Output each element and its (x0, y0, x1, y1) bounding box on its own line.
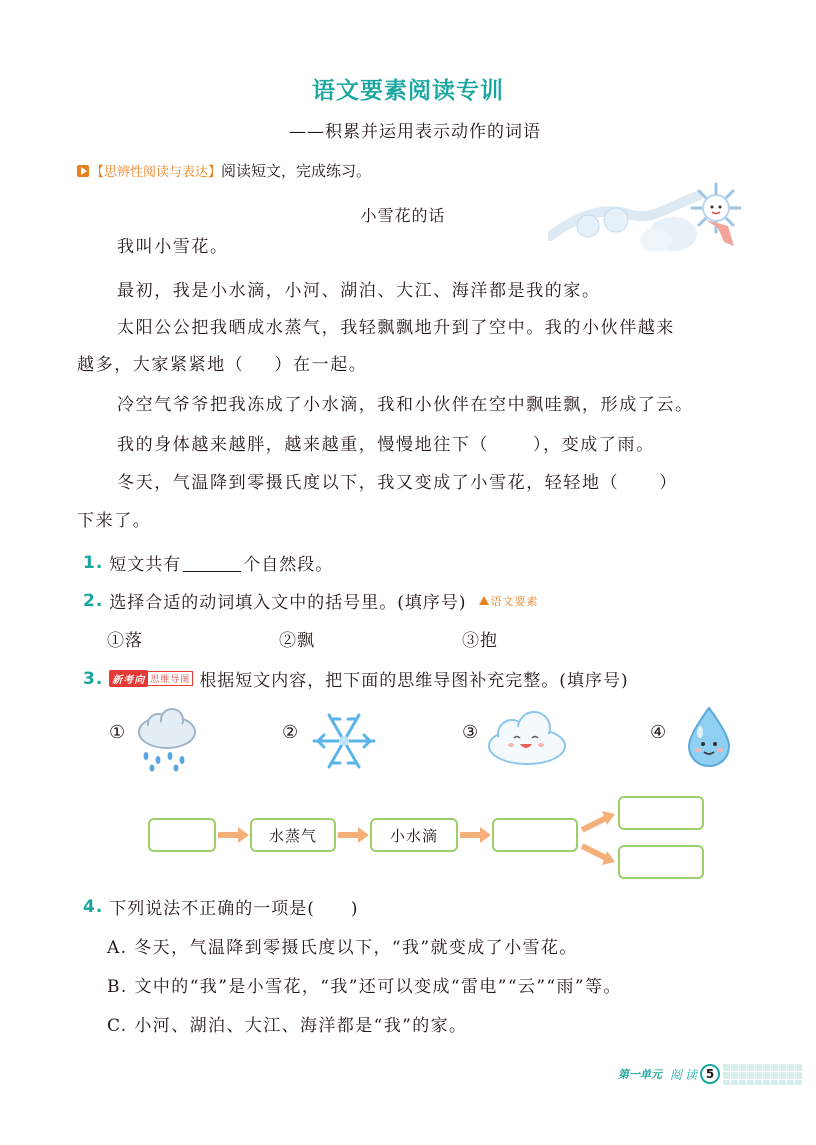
instruction (77, 160, 371, 181)
mindmap-box-4[interactable] (492, 818, 578, 852)
question-2: 2. 选择合适的动词填入文中的括号里。(填序号) 语文要素 (83, 590, 539, 613)
story-paragraph-1: 我叫小雪花。 (117, 237, 229, 257)
story-paragraph-3: 太阳公公把我晒成水蒸气，我轻飘飘地升到了空中。我的小伙伴越来 (117, 318, 675, 338)
story-paragraph-4: 冷空气爷爷把我冻成了小水滴，我和小伙伴在空中飘哇飘，形成了云。 (117, 395, 694, 415)
page-subtitle: ——积累并运用表示动作的词语 (289, 122, 541, 142)
unit-label: 第一单元 (618, 1068, 662, 1081)
choice-c[interactable]: C. 小河、湖泊、大江、海洋都是“我”的家。 (107, 1016, 468, 1036)
mindmap-box-6[interactable] (618, 845, 704, 879)
question-4: 4. 下列说法不正确的一项是( ) (83, 896, 359, 919)
mindmap-box-5[interactable] (618, 796, 704, 830)
question-3: 3. 新考向 思维导图 根据短文内容，把下面的思维导图补充完整。(填序号) (83, 668, 629, 691)
choice-b[interactable]: B. 文中的“我”是小雪花，“我”还可以变成“雷电”“云”“雨”等。 (107, 977, 622, 997)
pic-label-3: ③ (462, 722, 479, 743)
page-footer (618, 1063, 802, 1085)
story-paragraph-6: 冬天，气温降到零摄氏度以下，我又变成了小雪花，轻轻地（ ） (117, 473, 678, 493)
mindmap-box-2: 水蒸气 (250, 818, 336, 852)
story-title: 小雪花的话 (360, 206, 446, 225)
element-badge: 语文要素 (479, 593, 539, 609)
choice-a[interactable]: A. 冬天，气温降到零摄氏度以下，“我”就变成了小雪花。 (107, 938, 578, 958)
warning-icon (479, 596, 489, 605)
question-1: 1. 短文共有 个自然段。 (83, 552, 334, 575)
rain-cloud-icon (136, 706, 198, 772)
section-label: 阅读 (670, 1067, 701, 1082)
pic-label-4: ④ (650, 722, 667, 743)
mindmap-box-1[interactable] (148, 818, 216, 852)
pic-label-1: ① (109, 722, 126, 743)
arrow-right-icon (218, 826, 250, 844)
option-3[interactable]: ③抱 (462, 631, 498, 651)
story-paragraph-5: 我的身体越来越胖，越来越重，慢慢地往下（ ），变成了雨。 (117, 435, 655, 455)
snowflake-icon (310, 709, 378, 773)
mindmap-box-3: 小水滴 (370, 818, 458, 852)
instruction-text: 阅读短文，完成练习。 (221, 162, 372, 180)
page-title: 语文要素阅读专训 (312, 78, 504, 104)
footer-grid-decoration (722, 1063, 802, 1085)
option-1[interactable]: ①落 (107, 631, 143, 651)
instruction-tag: 【思辨性阅读与表达】 (91, 165, 222, 180)
option-2[interactable]: ②飘 (279, 631, 315, 651)
play-icon (77, 165, 89, 177)
arrow-down-right-icon (580, 842, 616, 866)
smiling-cloud-icon (486, 710, 568, 768)
story-paragraph-6-cont: 下来了。 (77, 511, 152, 531)
arrow-right-icon (338, 826, 370, 844)
pic-label-2: ② (282, 722, 299, 743)
page-number: 5 (700, 1064, 720, 1084)
story-paragraph-3-cont: 越多，大家紧紧地（ ）在一起。 (77, 355, 368, 375)
arrow-right-icon (460, 826, 492, 844)
water-drop-icon (686, 706, 732, 768)
story-paragraph-2: 最初，我是小水滴，小河、湖泊、大江、海洋都是我的家。 (117, 281, 601, 301)
arrow-up-right-icon (580, 810, 616, 834)
answer-blank[interactable] (183, 554, 241, 572)
new-direction-badge: 新考向 思维导图 (109, 670, 193, 687)
